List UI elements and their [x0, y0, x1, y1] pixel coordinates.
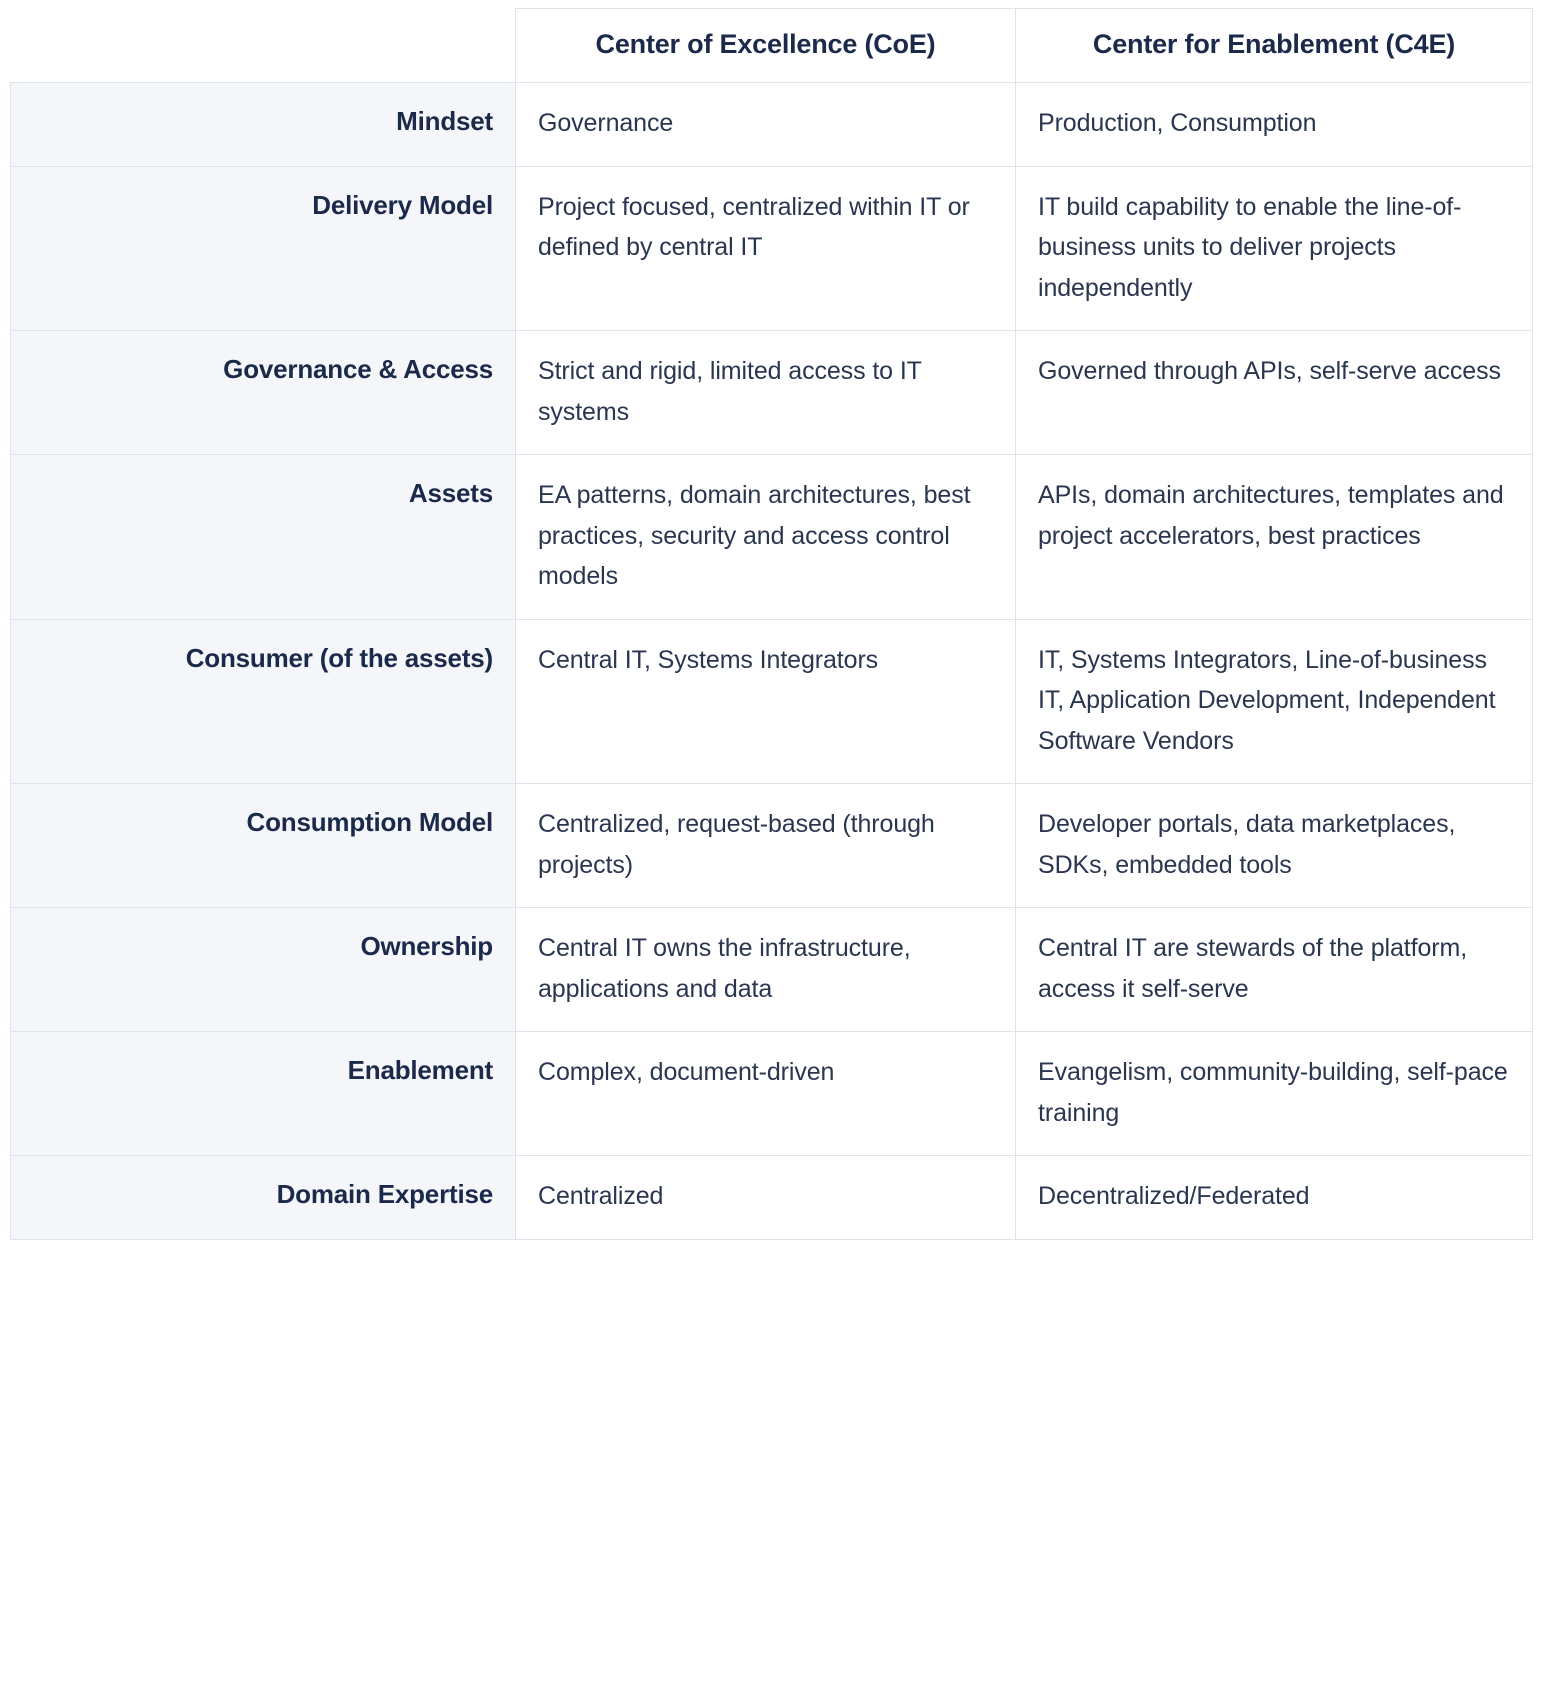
row-label: Enablement — [11, 1032, 516, 1156]
table-row — [11, 908, 1533, 1032]
table-row — [11, 83, 1533, 167]
row-cell-coe: Governance — [516, 83, 1016, 167]
table-row — [11, 1032, 1533, 1156]
header-cell-c4e: Center for Enablement (C4E) — [1016, 9, 1533, 83]
header-cell-coe: Center of Excellence (CoE) — [516, 9, 1016, 83]
row-cell-coe: Centralized, request-based (through projects) — [516, 784, 1016, 908]
table-body — [11, 83, 1533, 1240]
row-cell-c4e: Production, Consumption — [1016, 83, 1533, 167]
row-cell-c4e: APIs, domain architectures, templates and project accelerators, best practices — [1016, 455, 1533, 620]
row-cell-coe: Complex, document-driven — [516, 1032, 1016, 1156]
row-cell-coe: EA patterns, domain architectures, best practices, security and access control models — [516, 455, 1016, 620]
row-label: Mindset — [11, 83, 516, 167]
table-row — [11, 619, 1533, 784]
coe-vs-c4e-comparison-table — [10, 8, 1533, 1240]
row-label: Consumption Model — [11, 784, 516, 908]
row-cell-c4e: IT build capability to enable the line-of-business units to deliver projects independently — [1016, 166, 1533, 331]
row-cell-c4e: Developer portals, data marketplaces, SDKs, embedded tools — [1016, 784, 1533, 908]
row-label: Delivery Model — [11, 166, 516, 331]
table-header-row — [11, 9, 1533, 83]
table-header — [11, 9, 1533, 83]
row-cell-coe: Strict and rigid, limited access to IT systems — [516, 331, 1016, 455]
row-label: Ownership — [11, 908, 516, 1032]
row-cell-c4e: Decentralized/Federated — [1016, 1156, 1533, 1240]
header-cell-empty — [11, 9, 516, 83]
row-cell-c4e: IT, Systems Integrators, Line-of-business IT, Application Development, Independent Software Vendors — [1016, 619, 1533, 784]
row-cell-c4e: Central IT are stewards of the platform, access it self-serve — [1016, 908, 1533, 1032]
row-label: Consumer (of the assets) — [11, 619, 516, 784]
row-cell-c4e: Governed through APIs, self-serve access — [1016, 331, 1533, 455]
row-label: Assets — [11, 455, 516, 620]
row-cell-coe: Centralized — [516, 1156, 1016, 1240]
row-label: Governance & Access — [11, 331, 516, 455]
table-row — [11, 331, 1533, 455]
table-row — [11, 166, 1533, 331]
table-row — [11, 784, 1533, 908]
row-cell-coe: Central IT, Systems Integrators — [516, 619, 1016, 784]
table-row — [11, 1156, 1533, 1240]
row-cell-c4e: Evangelism, community-building, self-pace training — [1016, 1032, 1533, 1156]
table-row — [11, 455, 1533, 620]
row-cell-coe: Project focused, centralized within IT or defined by central IT — [516, 166, 1016, 331]
row-cell-coe: Central IT owns the infrastructure, applications and data — [516, 908, 1016, 1032]
row-label: Domain Expertise — [11, 1156, 516, 1240]
